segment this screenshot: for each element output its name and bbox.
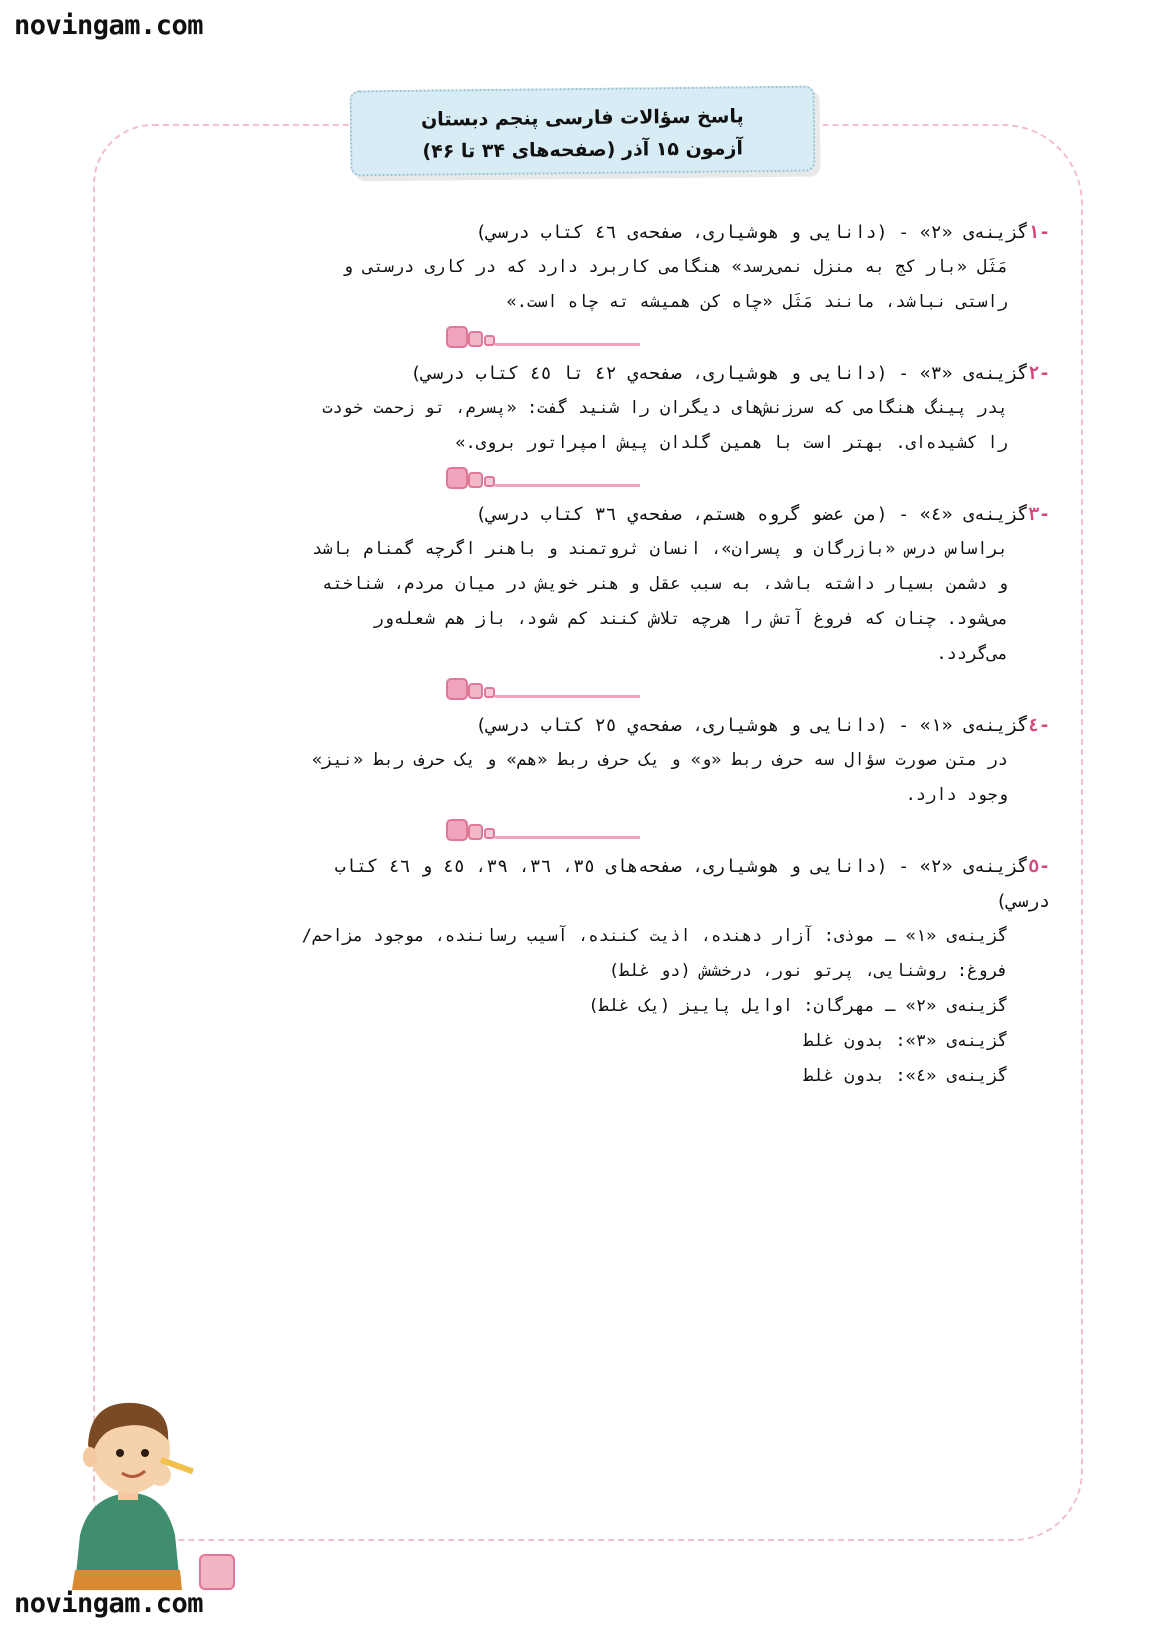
body-line: مَثَل «بار کج به منزل نمی‌رسد» هنگامی کاربرد دارد که در کاری درستی و [342, 257, 1008, 277]
separator [110, 320, 1050, 356]
question-body [110, 391, 1008, 461]
body-line: گزینه‌ی «۱» ـ موذی: آزار دهنده، اذیت کننده، آسیب رساننده، موجود مزاحم/ [301, 926, 1008, 946]
body-line: وجود دارد. [905, 785, 1008, 805]
body-line: براساس درس «بازرگان و پسران»، انسان ثروتمند و باهنر اگرچه گمنام باشد [312, 539, 1008, 559]
body-line: را کشیده‌ای. بهتر است با همین گلدان پیش امپراتور بروی.» [455, 433, 1008, 453]
answers-content [110, 215, 1050, 1094]
question-header [110, 849, 1050, 884]
question-header [110, 356, 1050, 391]
question-heading: گزینه‌ی «۲» - (دانایی و هوشیاری، صفحه‌های ٣٥، ٣٦، ٣٩، ٤٥ و ٤٦ کتاب [334, 856, 1029, 877]
title-line-2: آزمون ۱۵ آذر (صفحه‌های ۳۴ تا ۴۶) [422, 137, 744, 163]
question-5 [110, 849, 1050, 1094]
question-number: -٥ [1028, 856, 1050, 877]
question-number: -۱ [1028, 222, 1050, 243]
body-line: می‌گردد. [936, 644, 1008, 664]
question-number: -۲ [1028, 363, 1050, 384]
title-box [350, 86, 816, 177]
body-line: گزینه‌ی «۲» ـ مهرگان: اوایل پاییز (یک غلط) [588, 996, 1008, 1016]
question-heading-cont: درسي) [995, 891, 1050, 912]
question-header [110, 708, 1050, 743]
question-number: -٤ [1028, 715, 1050, 736]
question-body [110, 919, 1008, 1094]
body-line: فروغ: روشنایی، پرتو نور، درخشش (دو غلط) [608, 961, 1008, 981]
separator [110, 813, 1050, 849]
separator [110, 461, 1050, 497]
separator [110, 672, 1050, 708]
boy-illustration [50, 1385, 240, 1595]
question-body [110, 532, 1008, 672]
question-body [110, 250, 1008, 320]
question-heading: گزینه‌ی «۳» - (دانایی و هوشیاری، صفحه‌ي ٤٢ تا ٤٥ کتاب درسي) [410, 363, 1029, 384]
question-header [110, 497, 1050, 532]
question-2 [110, 356, 1050, 461]
watermark-bottom: novingam.com [14, 1588, 204, 1619]
watermark-top: novingam.com [14, 10, 204, 41]
question-4 [110, 708, 1050, 813]
body-line: در متن صورت سؤال سه حرف ربط «و» و یک حرف ربط «هم» و یک حرف ربط «نیز» [312, 750, 1008, 770]
body-line: گزینه‌ی «٤»: بدون غلط [803, 1066, 1008, 1086]
question-1 [110, 215, 1050, 320]
question-3 [110, 497, 1050, 672]
question-heading: گزینه‌ی «۲» - (دانایی و هوشیاری، صفحه‌ی ٤٦ کتاب درسي) [475, 222, 1029, 243]
body-line: پدر پینگ هنگامی که سرزنش‌های دیگران را شنید گفت: «پسرم، تو زحمت خودت [322, 398, 1008, 418]
question-number: -۳ [1028, 504, 1050, 525]
question-heading: گزینه‌ی «۱» - (دانایی و هوشیاری، صفحه‌ي ٢٥ کتاب درسي) [475, 715, 1029, 736]
question-body [110, 743, 1008, 813]
title-line-1: پاسخ سؤالات فارسی پنجم دبستان [420, 105, 744, 131]
body-line: گزینه‌ی «۳»: بدون غلط [803, 1031, 1008, 1051]
question-header [110, 215, 1050, 250]
body-line: راستی نباشد، مانند مَثَل «چاه کن همیشه ته چاه است.» [506, 292, 1008, 312]
question-heading: گزینه‌ی «٤» - (من عضو گروه هستم، صفحه‌ي ٣٦ کتاب درسي) [475, 504, 1029, 525]
body-line: و دشمن بسیار داشته باشد، به سبب عقل و هنر خویش در میان مردم، شناخته [322, 574, 1008, 594]
body-line: می‌شود. چنان که فروغ آتش را هرچه تلاش کنند کم شود، باز هم شعله‌ور [373, 609, 1008, 629]
